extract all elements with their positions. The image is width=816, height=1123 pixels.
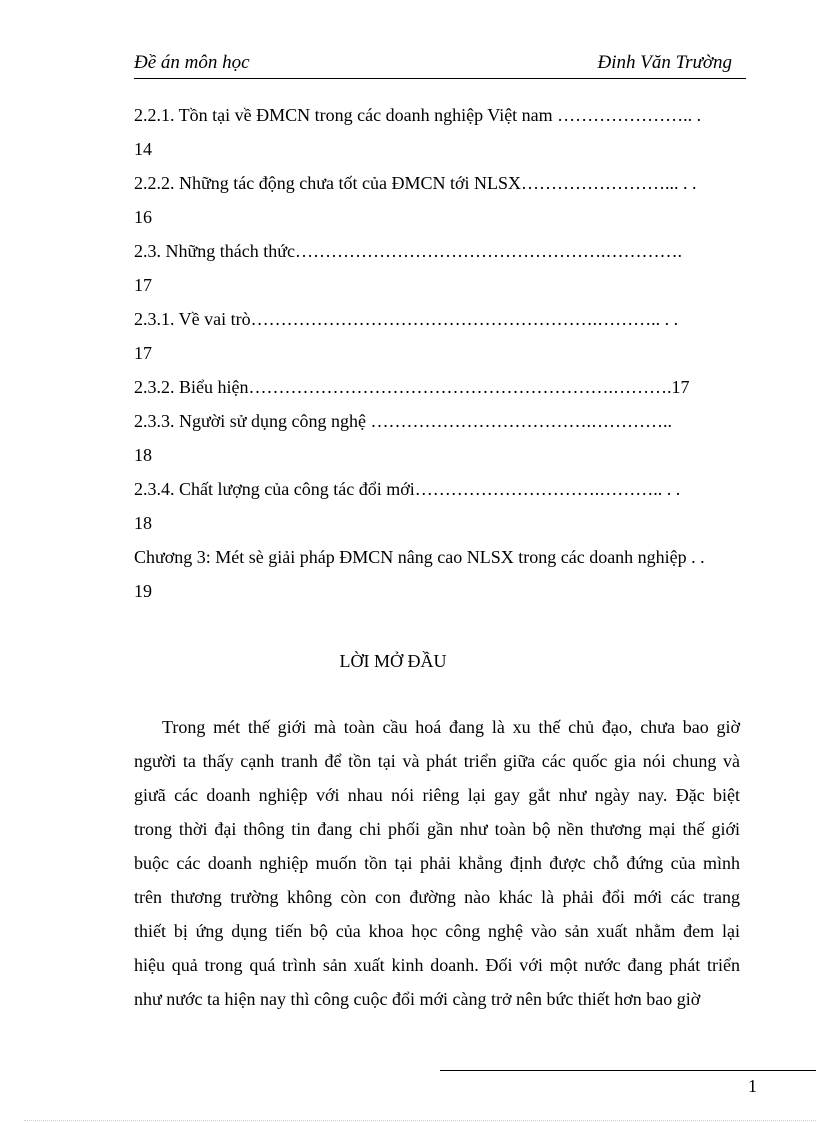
toc-entry: Chương 3: Mét sè giải pháp ĐMCN nâng cao NLSX trong các doanh nghiệp . . xyxy=(134,547,705,567)
toc-entry: 2.3.2. Biểu hiện…………………………………………………….……….17 xyxy=(134,377,690,397)
paragraph-line: giưã các doanh nghiệp với nhau nói riêng lại gay gắt như ngày nay. Đặc biệt xyxy=(134,785,740,805)
toc-page-number: 16 xyxy=(134,207,152,227)
page-header xyxy=(134,50,746,79)
toc-entry: 2.3. Những thách thức…………………………………………….…………. xyxy=(134,241,682,261)
paragraph-line: buộc các doanh nghiệp muốn tồn tại phải khẳng định được chỗ đứng của mình xyxy=(134,853,740,873)
toc-page-number: 18 xyxy=(134,513,152,533)
page-bottom-border xyxy=(24,1120,816,1121)
table-of-contents xyxy=(134,102,730,612)
toc-entry: 2.2.2. Những tác động chưa tốt của ĐMCN tới NLSX……………………... . . xyxy=(134,173,697,193)
page-number: 1 xyxy=(748,1076,757,1096)
toc-page-number: 17 xyxy=(134,343,152,363)
toc-entry: 2.3.3. Người sử dụng công nghệ ……………………………….………….. xyxy=(134,411,673,431)
paragraph-line: người ta thấy cạnh tranh để tồn tại và phát triển giữa các quốc gia nói chung và xyxy=(134,751,740,771)
toc-page-number: 18 xyxy=(134,445,152,465)
paragraph-line: hiệu quả trong quá trình sản xuất kinh doanh. Đối với một nước đang phát triển xyxy=(134,955,740,975)
header-course-title: Đề án môn học xyxy=(134,52,250,73)
header-author: Đinh Văn Trường xyxy=(597,52,732,73)
paragraph-line: thiết bị ứng dụng tiến bộ của khoa học công nghệ vào sản xuất nhằm đem lại xyxy=(134,921,740,941)
toc-page-number: 19 xyxy=(134,581,152,601)
footer-divider xyxy=(440,1070,816,1071)
toc-entry: 2.3.1. Về vai trò………………………………………………….……….. . . xyxy=(134,309,679,329)
toc-entry: 2.2.1. Tồn tại về ĐMCN trong các doanh nghiệp Việt nam ………………….. . xyxy=(134,105,702,125)
paragraph-line: trong thời đại thông tin đang chi phối gần như toàn bộ nền thương mại thế giới xyxy=(134,819,740,839)
toc-entry: 2.3.4. Chất lượng của công tác đổi mới………………………….……….. . . xyxy=(134,479,681,499)
paragraph-line: như nước ta hiện nay thì công cuộc đổi mới càng trở nên bức thiết hơn bao giờ xyxy=(134,989,701,1009)
section-heading: LỜI MỞ ĐẦU xyxy=(339,651,447,671)
toc-page-number: 14 xyxy=(134,139,152,159)
intro-paragraph xyxy=(134,713,740,1019)
paragraph-line: trên thương trường không còn con đường nào khác là phải đổi mới các trang xyxy=(134,887,740,907)
paragraph-line: Trong mét thế giới mà toàn cầu hoá đang là xu thế chủ đạo, chưa bao giờ xyxy=(162,717,740,737)
toc-page-number: 17 xyxy=(134,275,152,295)
